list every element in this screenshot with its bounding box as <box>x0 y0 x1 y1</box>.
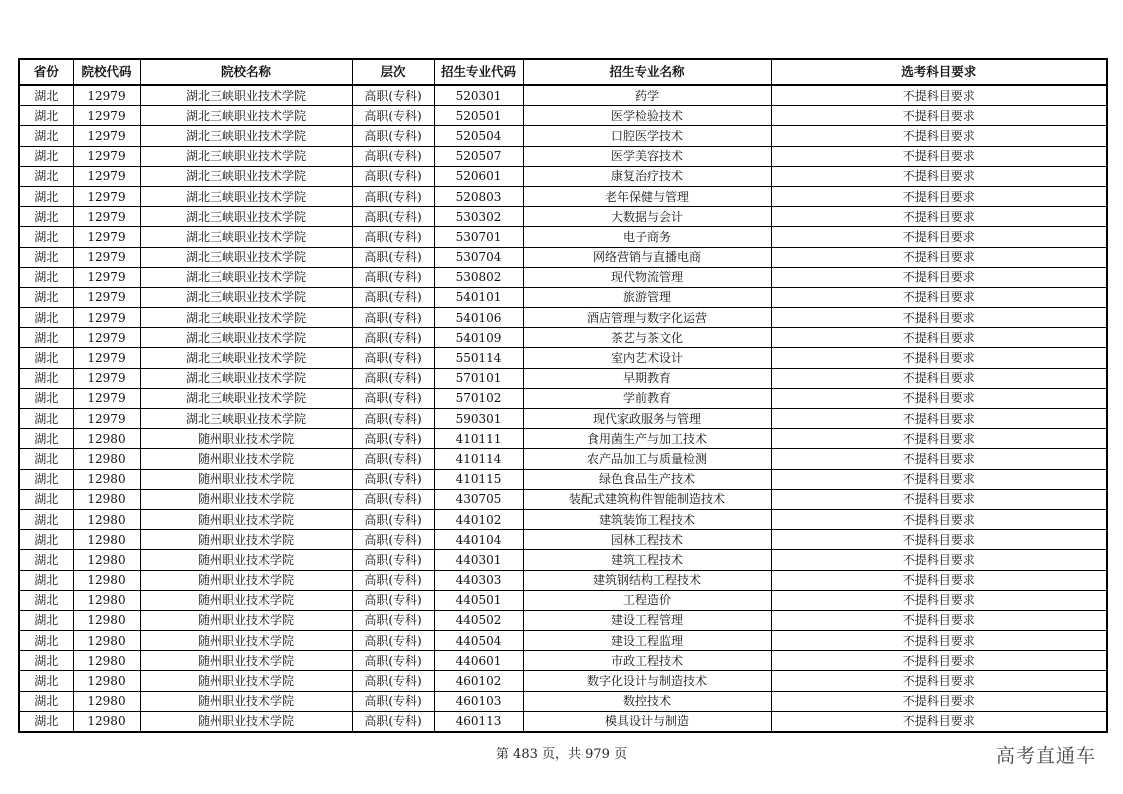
subject-requirement-cell: 不提科目要求 <box>771 348 1107 368</box>
table-row <box>19 590 1107 610</box>
major-code-cell: 520803 <box>434 186 523 206</box>
level-cell: 高职(专科) <box>352 85 434 106</box>
table-row <box>19 126 1107 146</box>
level-cell: 高职(专科) <box>352 469 434 489</box>
table-row <box>19 631 1107 651</box>
subject-requirement-cell: 不提科目要求 <box>771 227 1107 247</box>
school-code-cell: 12979 <box>73 247 140 267</box>
major-code-cell: 520507 <box>434 146 523 166</box>
province-cell: 湖北 <box>19 308 73 328</box>
subject-requirement-cell: 不提科目要求 <box>771 489 1107 509</box>
subject-requirement-cell: 不提科目要求 <box>771 287 1107 307</box>
major-name-cell: 老年保健与管理 <box>523 186 771 206</box>
province-cell: 湖北 <box>19 368 73 388</box>
school-code-cell: 12980 <box>73 570 140 590</box>
school-code-cell: 12979 <box>73 267 140 287</box>
province-cell: 湖北 <box>19 550 73 570</box>
column-header-subject-requirement: 选考科目要求 <box>771 59 1107 85</box>
major-name-cell: 酒店管理与数字化运营 <box>523 308 771 328</box>
level-cell: 高职(专科) <box>352 530 434 550</box>
column-header-major-code: 招生专业代码 <box>434 59 523 85</box>
school-name-cell: 湖北三峡职业技术学院 <box>140 85 352 106</box>
school-code-cell: 12979 <box>73 368 140 388</box>
subject-requirement-cell: 不提科目要求 <box>771 590 1107 610</box>
column-header-level: 层次 <box>352 59 434 85</box>
school-code-cell: 12980 <box>73 550 140 570</box>
major-name-cell: 康复治疗技术 <box>523 166 771 186</box>
school-name-cell: 随州职业技术学院 <box>140 671 352 691</box>
school-code-cell: 12979 <box>73 328 140 348</box>
level-cell: 高职(专科) <box>352 287 434 307</box>
level-cell: 高职(专科) <box>352 711 434 732</box>
province-cell: 湖北 <box>19 126 73 146</box>
province-cell: 湖北 <box>19 388 73 408</box>
major-code-cell: 570101 <box>434 368 523 388</box>
school-name-cell: 随州职业技术学院 <box>140 610 352 630</box>
school-code-cell: 12980 <box>73 631 140 651</box>
level-cell: 高职(专科) <box>352 671 434 691</box>
table-row <box>19 610 1107 630</box>
school-code-cell: 12980 <box>73 610 140 630</box>
major-code-cell: 460103 <box>434 691 523 711</box>
school-name-cell: 湖北三峡职业技术学院 <box>140 267 352 287</box>
level-cell: 高职(专科) <box>352 449 434 469</box>
subject-requirement-cell: 不提科目要求 <box>771 671 1107 691</box>
school-name-cell: 湖北三峡职业技术学院 <box>140 368 352 388</box>
major-name-cell: 室内艺术设计 <box>523 348 771 368</box>
subject-requirement-cell: 不提科目要求 <box>771 166 1107 186</box>
province-cell: 湖北 <box>19 267 73 287</box>
province-cell: 湖北 <box>19 106 73 126</box>
subject-requirement-cell: 不提科目要求 <box>771 186 1107 206</box>
table-row <box>19 186 1107 206</box>
school-name-cell: 湖北三峡职业技术学院 <box>140 348 352 368</box>
level-cell: 高职(专科) <box>352 429 434 449</box>
subject-requirement-cell: 不提科目要求 <box>771 610 1107 630</box>
major-name-cell: 旅游管理 <box>523 287 771 307</box>
table-row <box>19 651 1107 671</box>
province-cell: 湖北 <box>19 631 73 651</box>
school-code-cell: 12980 <box>73 429 140 449</box>
level-cell: 高职(专科) <box>352 308 434 328</box>
level-cell: 高职(专科) <box>352 409 434 429</box>
school-code-cell: 12979 <box>73 227 140 247</box>
major-code-cell: 530704 <box>434 247 523 267</box>
admissions-table <box>18 58 1108 733</box>
table-row <box>19 691 1107 711</box>
school-name-cell: 湖北三峡职业技术学院 <box>140 126 352 146</box>
subject-requirement-cell: 不提科目要求 <box>771 368 1107 388</box>
school-name-cell: 湖北三峡职业技术学院 <box>140 166 352 186</box>
major-name-cell: 建筑装饰工程技术 <box>523 509 771 529</box>
school-name-cell: 随州职业技术学院 <box>140 550 352 570</box>
province-cell: 湖北 <box>19 247 73 267</box>
level-cell: 高职(专科) <box>352 691 434 711</box>
table-row <box>19 489 1107 509</box>
column-header-school-code: 院校代码 <box>73 59 140 85</box>
school-code-cell: 12980 <box>73 509 140 529</box>
table-row <box>19 247 1107 267</box>
table-row <box>19 328 1107 348</box>
school-code-cell: 12979 <box>73 126 140 146</box>
level-cell: 高职(专科) <box>352 590 434 610</box>
subject-requirement-cell: 不提科目要求 <box>771 429 1107 449</box>
level-cell: 高职(专科) <box>352 106 434 126</box>
major-code-cell: 460113 <box>434 711 523 732</box>
school-name-cell: 随州职业技术学院 <box>140 691 352 711</box>
table-row <box>19 409 1107 429</box>
major-code-cell: 440601 <box>434 651 523 671</box>
major-name-cell: 绿色食品生产技术 <box>523 469 771 489</box>
province-cell: 湖北 <box>19 146 73 166</box>
major-code-cell: 440102 <box>434 509 523 529</box>
province-cell: 湖北 <box>19 409 73 429</box>
level-cell: 高职(专科) <box>352 207 434 227</box>
school-code-cell: 12979 <box>73 287 140 307</box>
school-code-cell: 12980 <box>73 651 140 671</box>
school-code-cell: 12979 <box>73 166 140 186</box>
subject-requirement-cell: 不提科目要求 <box>771 509 1107 529</box>
major-code-cell: 570102 <box>434 388 523 408</box>
major-code-cell: 520601 <box>434 166 523 186</box>
table-row <box>19 85 1107 106</box>
level-cell: 高职(专科) <box>352 348 434 368</box>
subject-requirement-cell: 不提科目要求 <box>771 651 1107 671</box>
subject-requirement-cell: 不提科目要求 <box>771 711 1107 732</box>
province-cell: 湖北 <box>19 328 73 348</box>
major-code-cell: 550114 <box>434 348 523 368</box>
level-cell: 高职(专科) <box>352 146 434 166</box>
level-cell: 高职(专科) <box>352 570 434 590</box>
level-cell: 高职(专科) <box>352 550 434 570</box>
subject-requirement-cell: 不提科目要求 <box>771 691 1107 711</box>
major-code-cell: 540106 <box>434 308 523 328</box>
province-cell: 湖北 <box>19 449 73 469</box>
subject-requirement-cell: 不提科目要求 <box>771 631 1107 651</box>
subject-requirement-cell: 不提科目要求 <box>771 85 1107 106</box>
subject-requirement-cell: 不提科目要求 <box>771 449 1107 469</box>
table-row <box>19 348 1107 368</box>
school-name-cell: 湖北三峡职业技术学院 <box>140 207 352 227</box>
major-code-cell: 530701 <box>434 227 523 247</box>
table-row <box>19 671 1107 691</box>
school-code-cell: 12979 <box>73 348 140 368</box>
major-code-cell: 440502 <box>434 610 523 630</box>
school-code-cell: 12980 <box>73 530 140 550</box>
subject-requirement-cell: 不提科目要求 <box>771 409 1107 429</box>
table-row <box>19 106 1107 126</box>
subject-requirement-cell: 不提科目要求 <box>771 146 1107 166</box>
province-cell: 湖北 <box>19 590 73 610</box>
column-header-province: 省份 <box>19 59 73 85</box>
school-code-cell: 12979 <box>73 388 140 408</box>
table-row <box>19 570 1107 590</box>
major-code-cell: 530802 <box>434 267 523 287</box>
table-row <box>19 227 1107 247</box>
major-name-cell: 食用菌生产与加工技术 <box>523 429 771 449</box>
major-name-cell: 数字化设计与制造技术 <box>523 671 771 691</box>
province-cell: 湖北 <box>19 186 73 206</box>
major-name-cell: 大数据与会计 <box>523 207 771 227</box>
level-cell: 高职(专科) <box>352 610 434 630</box>
province-cell: 湖北 <box>19 509 73 529</box>
table-row <box>19 429 1107 449</box>
table-row <box>19 267 1107 287</box>
table-row <box>19 207 1107 227</box>
table-row <box>19 146 1107 166</box>
major-name-cell: 学前教育 <box>523 388 771 408</box>
school-name-cell: 湖北三峡职业技术学院 <box>140 409 352 429</box>
school-name-cell: 随州职业技术学院 <box>140 530 352 550</box>
major-code-cell: 540109 <box>434 328 523 348</box>
province-cell: 湖北 <box>19 530 73 550</box>
school-code-cell: 12979 <box>73 207 140 227</box>
level-cell: 高职(专科) <box>352 186 434 206</box>
major-name-cell: 早期教育 <box>523 368 771 388</box>
province-cell: 湖北 <box>19 489 73 509</box>
subject-requirement-cell: 不提科目要求 <box>771 328 1107 348</box>
major-code-cell: 590301 <box>434 409 523 429</box>
major-name-cell: 网络营销与直播电商 <box>523 247 771 267</box>
major-name-cell: 茶艺与茶文化 <box>523 328 771 348</box>
table-row <box>19 449 1107 469</box>
level-cell: 高职(专科) <box>352 651 434 671</box>
school-name-cell: 随州职业技术学院 <box>140 590 352 610</box>
subject-requirement-cell: 不提科目要求 <box>771 550 1107 570</box>
subject-requirement-cell: 不提科目要求 <box>771 570 1107 590</box>
major-name-cell: 园林工程技术 <box>523 530 771 550</box>
province-cell: 湖北 <box>19 166 73 186</box>
school-code-cell: 12979 <box>73 186 140 206</box>
school-code-cell: 12980 <box>73 590 140 610</box>
province-cell: 湖北 <box>19 671 73 691</box>
major-code-cell: 440104 <box>434 530 523 550</box>
school-code-cell: 12979 <box>73 146 140 166</box>
school-name-cell: 随州职业技术学院 <box>140 711 352 732</box>
school-name-cell: 随州职业技术学院 <box>140 489 352 509</box>
major-name-cell: 建筑工程技术 <box>523 550 771 570</box>
major-code-cell: 440303 <box>434 570 523 590</box>
major-code-cell: 530302 <box>434 207 523 227</box>
level-cell: 高职(专科) <box>352 166 434 186</box>
school-name-cell: 湖北三峡职业技术学院 <box>140 146 352 166</box>
major-name-cell: 电子商务 <box>523 227 771 247</box>
major-code-cell: 540101 <box>434 287 523 307</box>
province-cell: 湖北 <box>19 287 73 307</box>
subject-requirement-cell: 不提科目要求 <box>771 126 1107 146</box>
major-code-cell: 430705 <box>434 489 523 509</box>
table-row <box>19 287 1107 307</box>
major-code-cell: 440301 <box>434 550 523 570</box>
major-code-cell: 520501 <box>434 106 523 126</box>
major-name-cell: 口腔医学技术 <box>523 126 771 146</box>
level-cell: 高职(专科) <box>352 328 434 348</box>
school-code-cell: 12979 <box>73 409 140 429</box>
major-code-cell: 410114 <box>434 449 523 469</box>
table-row <box>19 509 1107 529</box>
table-row <box>19 530 1107 550</box>
school-name-cell: 随州职业技术学院 <box>140 509 352 529</box>
school-name-cell: 湖北三峡职业技术学院 <box>140 328 352 348</box>
school-code-cell: 12980 <box>73 691 140 711</box>
province-cell: 湖北 <box>19 207 73 227</box>
major-code-cell: 410115 <box>434 469 523 489</box>
province-cell: 湖北 <box>19 711 73 732</box>
subject-requirement-cell: 不提科目要求 <box>771 530 1107 550</box>
major-name-cell: 农产品加工与质量检测 <box>523 449 771 469</box>
school-code-cell: 12980 <box>73 469 140 489</box>
major-name-cell: 药学 <box>523 85 771 106</box>
province-cell: 湖北 <box>19 227 73 247</box>
table-row <box>19 469 1107 489</box>
province-cell: 湖北 <box>19 651 73 671</box>
school-code-cell: 12980 <box>73 671 140 691</box>
level-cell: 高职(专科) <box>352 247 434 267</box>
school-code-cell: 12979 <box>73 106 140 126</box>
subject-requirement-cell: 不提科目要求 <box>771 247 1107 267</box>
province-cell: 湖北 <box>19 570 73 590</box>
level-cell: 高职(专科) <box>352 631 434 651</box>
major-name-cell: 建设工程管理 <box>523 610 771 630</box>
school-name-cell: 随州职业技术学院 <box>140 631 352 651</box>
subject-requirement-cell: 不提科目要求 <box>771 207 1107 227</box>
subject-requirement-cell: 不提科目要求 <box>771 469 1107 489</box>
level-cell: 高职(专科) <box>352 509 434 529</box>
table-header-row <box>19 59 1107 85</box>
province-cell: 湖北 <box>19 469 73 489</box>
level-cell: 高职(专科) <box>352 126 434 146</box>
school-name-cell: 随州职业技术学院 <box>140 449 352 469</box>
page-number: 第 483 页，共 979 页 <box>495 747 628 762</box>
school-name-cell: 湖北三峡职业技术学院 <box>140 247 352 267</box>
school-name-cell: 随州职业技术学院 <box>140 651 352 671</box>
watermark: 高考直通车 <box>995 745 1096 767</box>
column-header-school-name: 院校名称 <box>140 59 352 85</box>
major-name-cell: 模具设计与制造 <box>523 711 771 732</box>
school-name-cell: 湖北三峡职业技术学院 <box>140 388 352 408</box>
table-row <box>19 166 1107 186</box>
column-header-major-name: 招生专业名称 <box>523 59 771 85</box>
major-code-cell: 410111 <box>434 429 523 449</box>
school-code-cell: 12979 <box>73 85 140 106</box>
subject-requirement-cell: 不提科目要求 <box>771 267 1107 287</box>
table-row <box>19 388 1107 408</box>
major-code-cell: 520504 <box>434 126 523 146</box>
subject-requirement-cell: 不提科目要求 <box>771 106 1107 126</box>
school-code-cell: 12980 <box>73 489 140 509</box>
school-name-cell: 随州职业技术学院 <box>140 469 352 489</box>
level-cell: 高职(专科) <box>352 267 434 287</box>
major-code-cell: 440504 <box>434 631 523 651</box>
major-name-cell: 数控技术 <box>523 691 771 711</box>
province-cell: 湖北 <box>19 610 73 630</box>
major-name-cell: 现代家政服务与管理 <box>523 409 771 429</box>
major-name-cell: 建设工程监理 <box>523 631 771 651</box>
major-code-cell: 440501 <box>434 590 523 610</box>
school-name-cell: 随州职业技术学院 <box>140 570 352 590</box>
major-name-cell: 建筑钢结构工程技术 <box>523 570 771 590</box>
province-cell: 湖北 <box>19 429 73 449</box>
province-cell: 湖北 <box>19 348 73 368</box>
major-name-cell: 医学美容技术 <box>523 146 771 166</box>
table-row <box>19 550 1107 570</box>
level-cell: 高职(专科) <box>352 489 434 509</box>
level-cell: 高职(专科) <box>352 227 434 247</box>
subject-requirement-cell: 不提科目要求 <box>771 308 1107 328</box>
school-name-cell: 湖北三峡职业技术学院 <box>140 186 352 206</box>
school-code-cell: 12980 <box>73 449 140 469</box>
school-name-cell: 湖北三峡职业技术学院 <box>140 227 352 247</box>
table-row <box>19 308 1107 328</box>
province-cell: 湖北 <box>19 691 73 711</box>
table-row <box>19 368 1107 388</box>
school-code-cell: 12979 <box>73 308 140 328</box>
major-name-cell: 工程造价 <box>523 590 771 610</box>
major-code-cell: 460102 <box>434 671 523 691</box>
major-name-cell: 市政工程技术 <box>523 651 771 671</box>
subject-requirement-cell: 不提科目要求 <box>771 388 1107 408</box>
school-name-cell: 随州职业技术学院 <box>140 429 352 449</box>
level-cell: 高职(专科) <box>352 368 434 388</box>
table-body <box>19 85 1107 732</box>
major-name-cell: 医学检验技术 <box>523 106 771 126</box>
school-code-cell: 12980 <box>73 711 140 732</box>
school-name-cell: 湖北三峡职业技术学院 <box>140 287 352 307</box>
level-cell: 高职(专科) <box>352 388 434 408</box>
major-name-cell: 现代物流管理 <box>523 267 771 287</box>
major-name-cell: 装配式建筑构件智能制造技术 <box>523 489 771 509</box>
school-name-cell: 湖北三峡职业技术学院 <box>140 106 352 126</box>
table-row <box>19 711 1107 732</box>
school-name-cell: 湖北三峡职业技术学院 <box>140 308 352 328</box>
province-cell: 湖北 <box>19 85 73 106</box>
major-code-cell: 520301 <box>434 85 523 106</box>
